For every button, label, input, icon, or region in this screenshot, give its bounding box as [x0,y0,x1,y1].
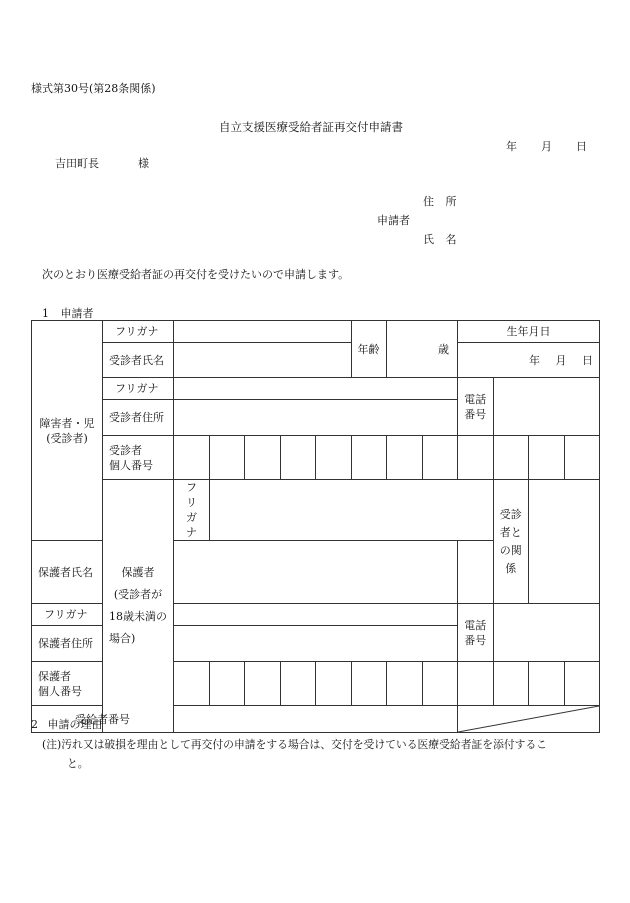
patient-id-digit[interactable] [280,436,316,480]
age-label: 年齢 [351,321,387,378]
intro-text: 次のとおり医療受給者証の再交付を受けたいので申請します。 [42,268,350,281]
guardian-id-digit[interactable] [245,662,281,706]
applicant-label: 申請者 [377,214,410,227]
recipient-number-label: 受給者番号 [32,706,174,733]
form-title: 自立支援医療受給者証再交付申請書 [219,120,403,134]
birth-month: 月 [555,353,567,367]
guardian-id-digit[interactable] [174,662,210,706]
guardian-id-digit[interactable] [564,662,600,706]
patient-name-field[interactable] [174,343,352,378]
patient-id-digit[interactable] [174,436,210,480]
guardian-id-digit[interactable] [316,662,352,706]
section2-note-line1: (注)汚れ又は破損を理由として再交付の申請をする場合は、交付を受けている医療受給者証を添付するこ [42,738,548,751]
guardian-address-field[interactable] [174,626,458,662]
addressee-suffix: 様 [138,157,149,170]
age-unit: 歳 [438,342,450,356]
patient-phone-label-line1: 電話 [464,392,487,406]
age-field[interactable] [387,321,458,378]
patient-id-digit[interactable] [564,436,600,480]
guardian-id-digit[interactable] [493,662,529,706]
guardian-relation-line4: 係 [505,561,517,575]
guardian-id-label [32,662,103,706]
guardian-name-label: 保護者氏名 [32,541,103,604]
birth-day: 日 [582,353,594,367]
guardian-phone-label [458,604,494,662]
patient-phone-field[interactable] [493,378,600,436]
patient-phone-label-line2: 番号 [464,407,487,421]
patient-address-furigana-label: フリガナ [103,378,174,400]
patient-name-label: 受診者氏名 [103,343,174,378]
recipient-number-void-cell [458,706,600,733]
applicant-address-label: 住 所 [423,195,457,208]
guardian-relation-field[interactable] [529,480,600,604]
patient-id-digit[interactable] [458,436,494,480]
patient-id-digit[interactable] [316,436,352,480]
patient-furigana-label: フリガナ [103,321,174,343]
guardian-name-field[interactable] [174,541,458,604]
guardian-group-line1: 保護者 [121,566,155,579]
guardian-id-digit[interactable] [351,662,387,706]
section1-heading: 1 申請者 [42,307,94,320]
patient-id-digit[interactable] [493,436,529,480]
patient-id-label-line1: 受診者 [109,443,142,457]
birthdate-field[interactable] [458,343,600,378]
recipient-number-field[interactable] [174,706,458,733]
guardian-group-line3: 18歳未満の [109,610,167,623]
guardian-relation-line1: 受診 [499,507,522,521]
guardian-address-furigana-field[interactable] [174,604,458,626]
date-day-label: 日 [576,140,587,153]
guardian-id-label-line2: 個人番号 [38,684,82,698]
guardian-id-digit[interactable] [422,662,458,706]
patient-group-label [32,321,103,541]
birth-year: 年 [529,353,541,367]
guardian-address-furigana-label: フリガナ [32,604,103,626]
applicant-name-label: 氏 名 [423,233,457,246]
guardian-phone-label-line1: 電話 [464,618,487,632]
diagonal-strike [458,706,599,732]
patient-id-digit[interactable] [422,436,458,480]
patient-group-label-line2: (受診者) [46,431,88,445]
patient-group-label-line1: 障害者・児 [39,416,95,430]
addressee: 吉田町長 [55,157,99,170]
patient-address-field[interactable] [174,400,458,436]
birthdate-label: 生年月日 [458,321,600,343]
guardian-group-line2: (受診者が [113,588,163,601]
patient-phone-label [458,378,494,436]
section2-note-line2: と。 [67,757,89,770]
guardian-group-label [103,480,174,733]
guardian-id-digit[interactable] [458,662,494,706]
guardian-furigana-field[interactable] [209,480,493,541]
patient-address-label: 受診者住所 [103,400,174,436]
guardian-phone-label-line2: 番号 [464,633,487,647]
patient-furigana-field[interactable] [174,321,352,343]
patient-id-label [103,436,174,480]
guardian-phone-field[interactable] [493,604,600,662]
guardian-furigana-label: フリガナ [174,480,210,541]
guardian-id-digit[interactable] [529,662,565,706]
date-year-label: 年 [506,140,517,153]
guardian-id-digit[interactable] [280,662,316,706]
patient-address-furigana-field[interactable] [174,378,458,400]
guardian-id-digit[interactable] [387,662,423,706]
patient-id-digit[interactable] [351,436,387,480]
section2-heading: 2 申請の理由 [31,718,103,731]
patient-id-digit[interactable] [529,436,565,480]
guardian-address-label: 保護者住所 [32,626,103,662]
application-form-table [31,320,600,733]
date-month-label: 月 [541,140,552,153]
guardian-relation-label [493,480,529,604]
patient-id-digit[interactable] [387,436,423,480]
patient-id-label-line2: 個人番号 [109,458,153,472]
patient-id-digit[interactable] [209,436,245,480]
guardian-relation-line2: 者と [499,525,522,539]
guardian-group-line4: 場合) [109,632,136,645]
guardian-relation-line3: の関 [499,543,522,557]
form-number: 様式第30号(第28条関係) [31,82,156,95]
guardian-id-digit[interactable] [209,662,245,706]
guardian-id-label-line1: 保護者 [38,669,71,683]
patient-id-digit[interactable] [245,436,281,480]
